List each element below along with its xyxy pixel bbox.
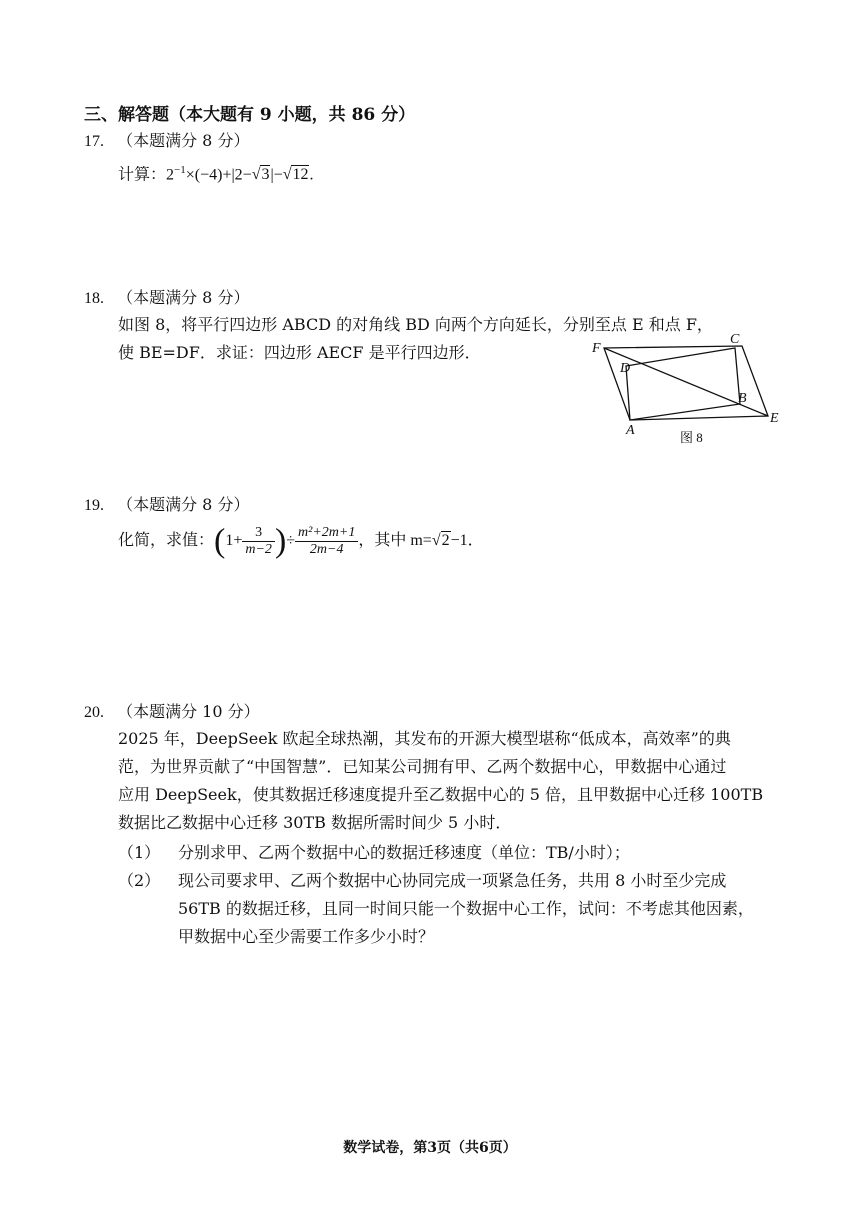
label-E: E bbox=[770, 411, 779, 426]
q19-one-plus: 1+ bbox=[225, 532, 243, 549]
q17-number: 17. bbox=[84, 133, 104, 150]
q19-sqrt2: √2 bbox=[431, 532, 450, 549]
q17-header bbox=[84, 131, 249, 152]
q18-header bbox=[84, 288, 249, 309]
q17-expression bbox=[118, 160, 313, 185]
q20-header bbox=[84, 702, 260, 723]
q20-para-line-3: 应用 DeepSeek，使其数据迁移速度提升至乙数据中心的 5 倍，且甲数据中心迁移 100TB bbox=[118, 785, 764, 804]
q20-para-line-4: 数据比乙数据中心迁移 30TB 数据所需时间少 5 小时． bbox=[118, 813, 512, 832]
section-title: 三、解答题（本大题有 9 小题，共 86 分） bbox=[84, 105, 416, 125]
page-footer: 数学试卷，第3页（共6页） bbox=[343, 1140, 517, 1156]
q20-sub2-line-2: 56TB 的数据迁移，且同一时间只能一个数据中心工作，试问：不考虑其他因素， bbox=[178, 899, 754, 918]
q20-sub1-text: 分别求甲、乙两个数据中心的数据迁移速度（单位：TB/小时）； bbox=[178, 843, 630, 862]
label-C: C bbox=[730, 332, 740, 347]
q20-sub2-line-3: 甲数据中心至少需要工作多少小时？ bbox=[178, 927, 435, 946]
figure-8-parallelogram bbox=[590, 330, 790, 450]
q19-divide: ÷ bbox=[286, 532, 296, 549]
q17-term: ×(−4)+|2− bbox=[185, 166, 252, 184]
label-B: B bbox=[738, 391, 747, 406]
q17-sqrt12: √12 bbox=[282, 166, 309, 184]
q19-fraction-2: $\frac{\text{m²+2m+1}}{2m-4}$ bbox=[295, 525, 358, 558]
q20-sub2-line-1: 现公司要求甲、乙两个数据中心协同完成一项紧急任务，共用 8 小时至少完成 bbox=[178, 871, 727, 890]
q20-sub1-number: （1） bbox=[118, 843, 161, 862]
q17-term2: |− bbox=[270, 166, 283, 184]
q17-score: （本题满分 8 分） bbox=[117, 131, 250, 150]
q17-exponent: −1 bbox=[174, 164, 186, 176]
q19-prefix: 化简，求值： bbox=[118, 532, 215, 549]
q20-score: （本题满分 10 分） bbox=[117, 702, 260, 721]
q20-sub2-number: （2） bbox=[118, 871, 161, 890]
figure-caption: 图 8 bbox=[680, 430, 703, 445]
q19-header bbox=[84, 495, 249, 516]
q19-score: （本题满分 8 分） bbox=[117, 495, 250, 514]
q17-prefix: 计算： bbox=[118, 166, 167, 184]
q19-number: 19. bbox=[84, 497, 104, 514]
label-D: D bbox=[620, 361, 631, 376]
q18-line1: 如图 8，将平行四边形 ABCD 的对角线 BD 向两个方向延长，分别至点 E 和点 F， bbox=[118, 315, 713, 334]
q19-fraction-1: $\frac{3}{m-2}$ bbox=[242, 525, 275, 558]
q19-tail: −1． bbox=[450, 532, 484, 549]
q17-base: 2 bbox=[166, 166, 175, 184]
q18-score: （本题满分 8 分） bbox=[117, 288, 250, 307]
q18-line2: 使 BE=DF．求证：四边形 AECF 是平行四边形． bbox=[118, 343, 481, 362]
q19-where: ，其中 m= bbox=[358, 532, 432, 549]
label-F: F bbox=[592, 341, 601, 356]
q20-para-line-1: 2025 年，DeepSeek 欧起全球热潮，其发布的开源大模型堪称“低成本，高效率”的典 bbox=[118, 729, 731, 748]
q18-number: 18. bbox=[84, 290, 104, 307]
q17-sqrt3: √3 bbox=[251, 166, 270, 184]
label-A: A bbox=[626, 423, 635, 438]
parallelogram-abcd bbox=[626, 348, 740, 420]
q20-para-line-2: 范，为世界贡献了“中国智慧”．已知某公司拥有甲、乙两个数据中心，甲数据中心通过 bbox=[118, 757, 727, 776]
q17-end: . bbox=[309, 166, 314, 184]
q20-number: 20. bbox=[84, 704, 104, 721]
q19-expression: 化简，求值：(1+ $\frac{3}{m-2}$ )÷ $\frac{\text{m²+2m+1}}{2m-4}$ ，其中 m=√2−1． bbox=[118, 522, 484, 560]
